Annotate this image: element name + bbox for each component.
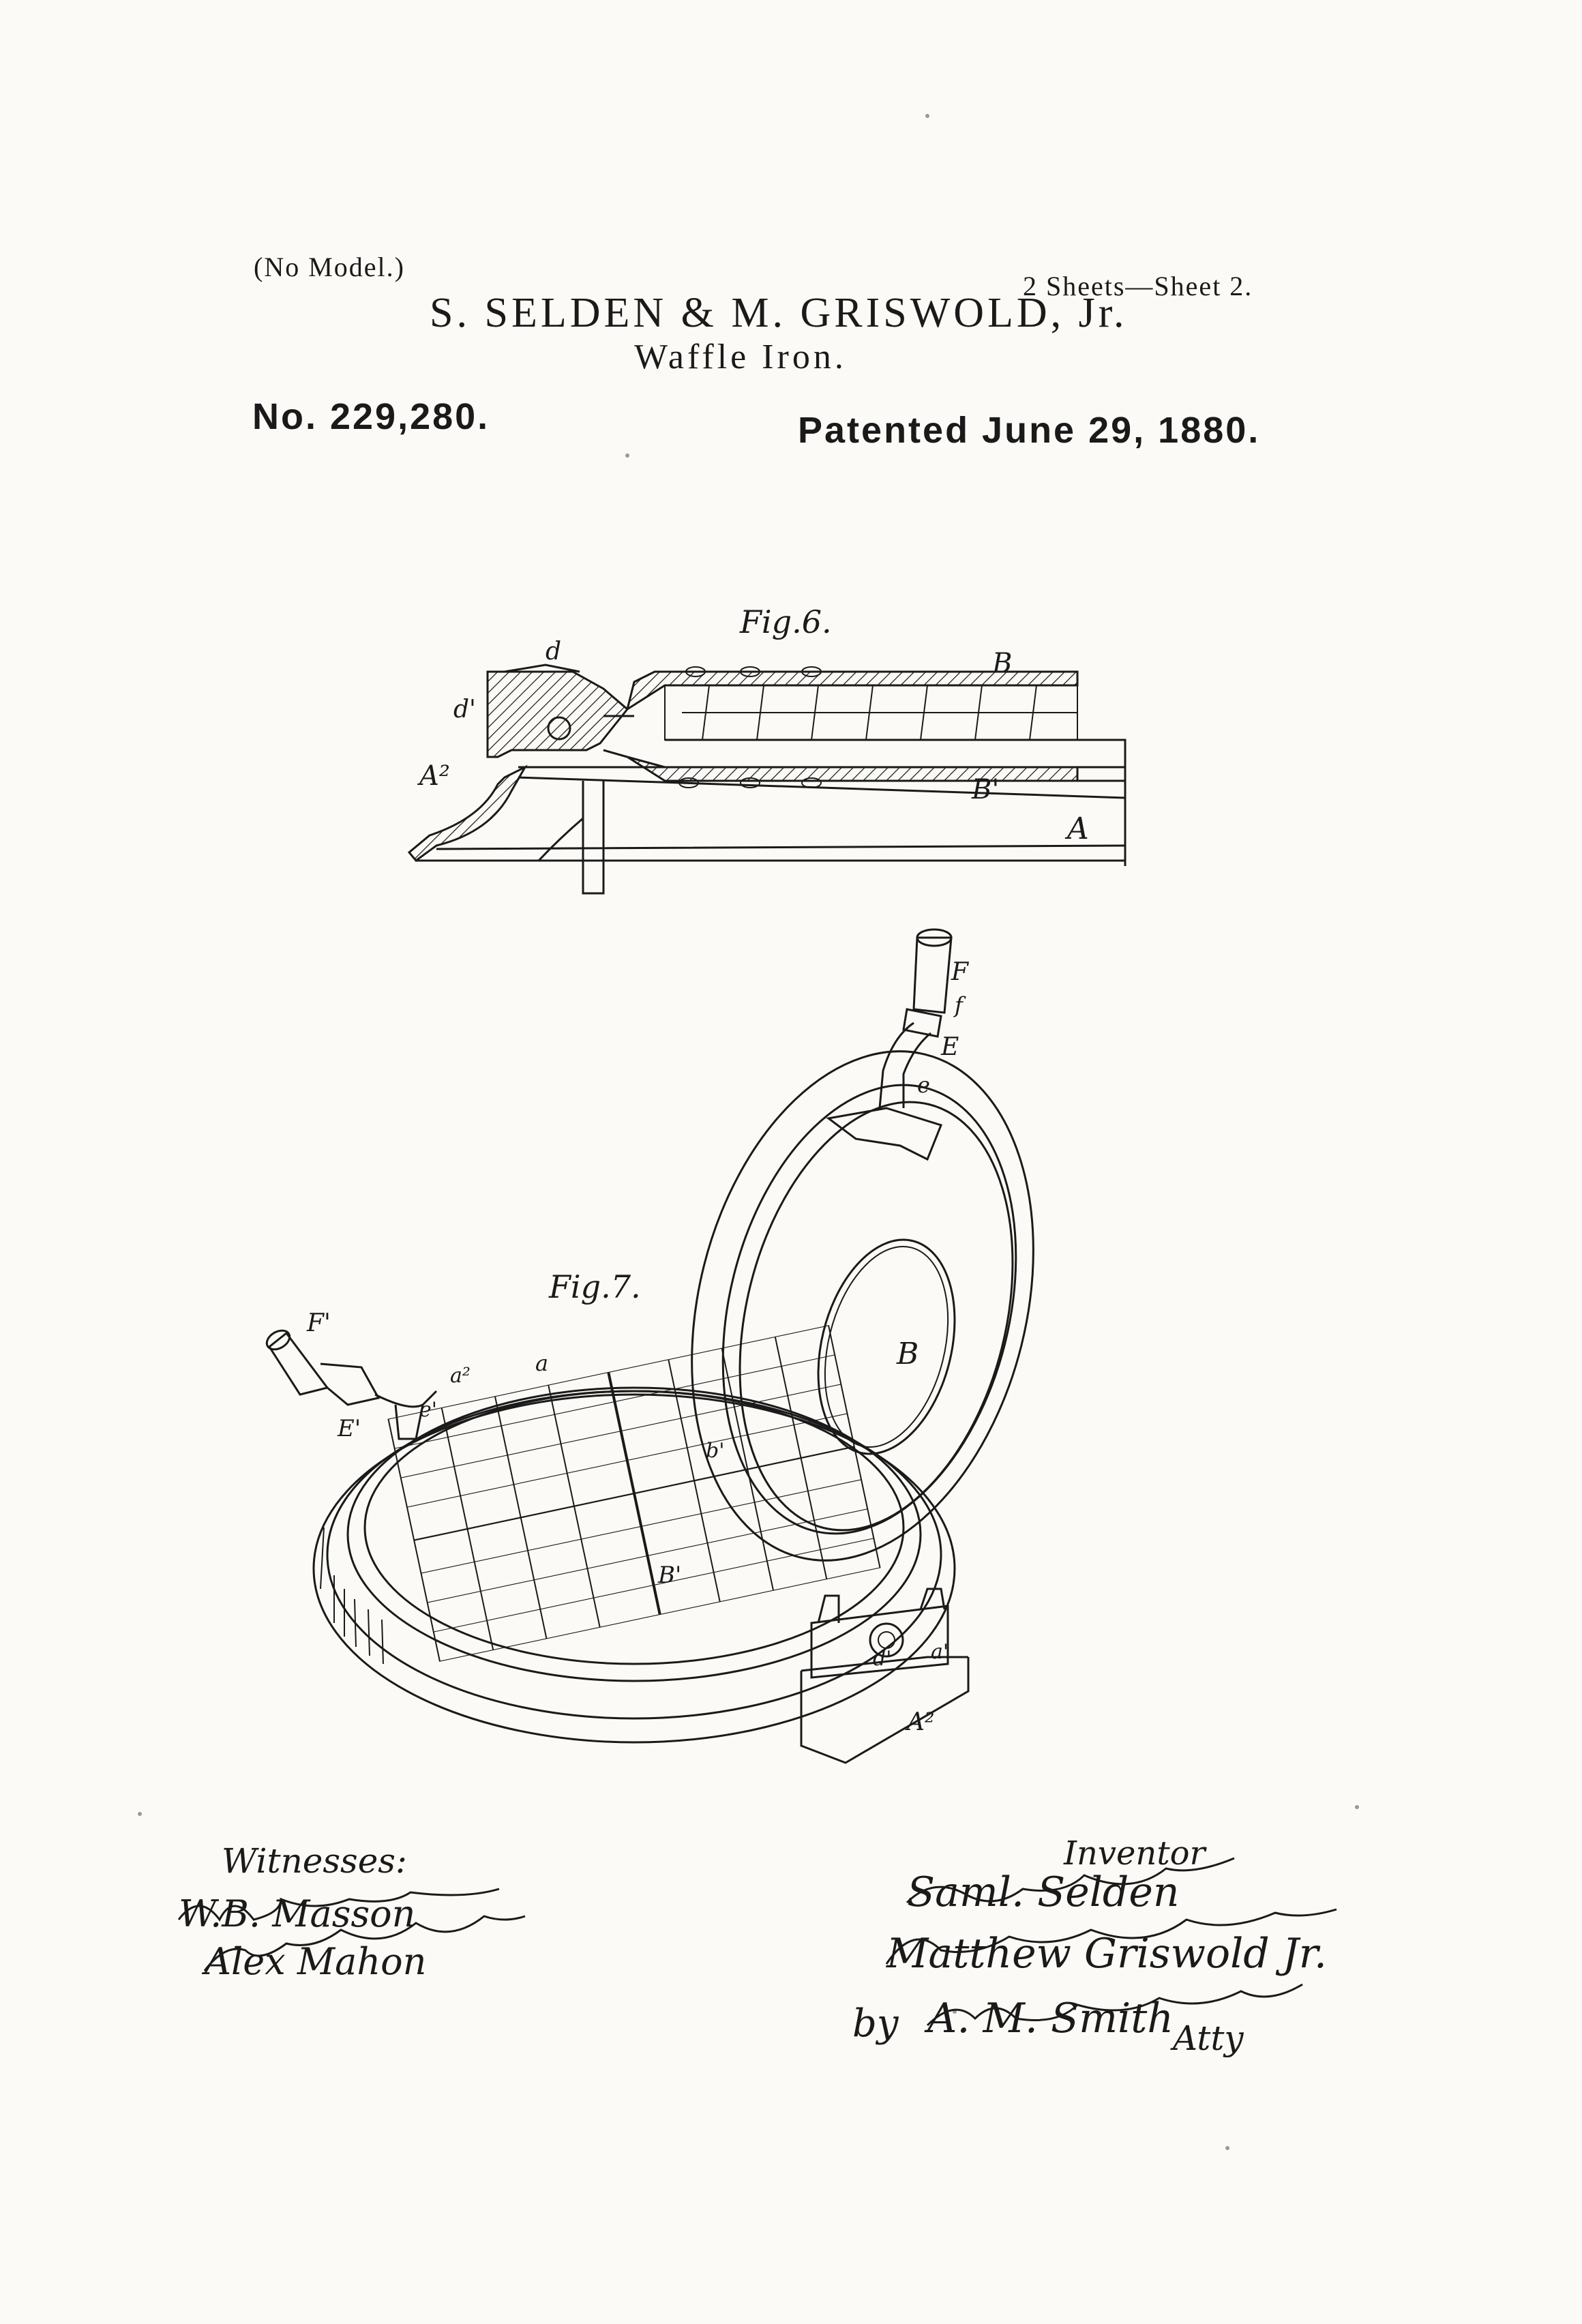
fig6-label: Fig.6. (740, 604, 832, 640)
invention-title: Waffle Iron. (634, 338, 847, 376)
inventor-name-2: Matthew Griswold Jr. (886, 1930, 1327, 1978)
witness-name-2: Alex Mahon (205, 1940, 427, 1983)
no-model-label: (No Model.) (254, 252, 405, 282)
fig7-lid-bracket (829, 1108, 941, 1159)
fig6-ref-d: d (546, 638, 562, 666)
inventor-name-1: Saml. Selden (907, 1868, 1180, 1916)
witnesses-heading: Witnesses: (222, 1841, 407, 1881)
fig7-ref-small-f: f (955, 992, 963, 1018)
attorney-by: by (852, 2001, 899, 2046)
fig7-ref-a: a (535, 1350, 549, 1376)
fig7-handle-grip (914, 938, 951, 1013)
fig7-hinge-base (801, 1657, 968, 1763)
fig7-ref-e: E (941, 1033, 959, 1061)
fig6-ref-b: B (992, 648, 1013, 679)
patent-number: No. 229,280. (252, 396, 490, 437)
fig7-ref-f: F (951, 958, 968, 986)
fig7-ref-a1: a' (931, 1640, 949, 1664)
attorney-name: A. M. Smith (927, 1995, 1174, 2042)
fig7-ref-e1-cap: E' (338, 1415, 361, 1442)
fig6-grid-cells (665, 685, 1077, 740)
inventor-names-title: S. SELDEN & M. GRISWOLD, Jr. (430, 290, 1128, 336)
fig7-label: Fig.7. (549, 1268, 641, 1305)
fig7-lid-outer (641, 1015, 1084, 1597)
fig7-ref-a2: A² (907, 1708, 935, 1736)
fig7-ref-small-e: e (917, 1072, 930, 1098)
fig6-ref-a2: A² (419, 760, 450, 792)
inventor-heading: Inventor (1064, 1834, 1206, 1873)
fig7-ref-b1-small: b' (706, 1439, 725, 1463)
sheet-count: 2 Sheets—Sheet 2. (1023, 271, 1253, 301)
fig7-handle-collar (904, 1009, 941, 1037)
fig6-leg (583, 781, 603, 893)
fig6-lower-plate (627, 757, 1077, 781)
fig6-ref-d1: d' (453, 696, 476, 724)
fig6-hinge-block (488, 672, 627, 757)
fig7-ref-e1: e' (419, 1398, 438, 1422)
attorney-suffix: Atty (1173, 2018, 1244, 2058)
fig7-ref-d1: d' (873, 1647, 892, 1671)
fig7-drawing (263, 929, 1084, 1763)
fig7-left-handle (269, 1333, 327, 1395)
patent-date: Patented June 29, 1880. (798, 410, 1261, 451)
witness-name-1: W.B. Masson (179, 1892, 416, 1935)
fig6-ref-b1: B' (972, 774, 1000, 805)
fig7-base-outer (314, 1395, 955, 1742)
fig7-ref-b: B (897, 1337, 919, 1371)
fig7-ref-b1: B' (658, 1562, 682, 1589)
fig6-drawing (409, 665, 1125, 893)
fig7-ref-a2-small: a² (450, 1364, 471, 1388)
fig6-ref-a: A (1067, 811, 1089, 846)
fig7-ref-f1: F' (307, 1309, 331, 1337)
